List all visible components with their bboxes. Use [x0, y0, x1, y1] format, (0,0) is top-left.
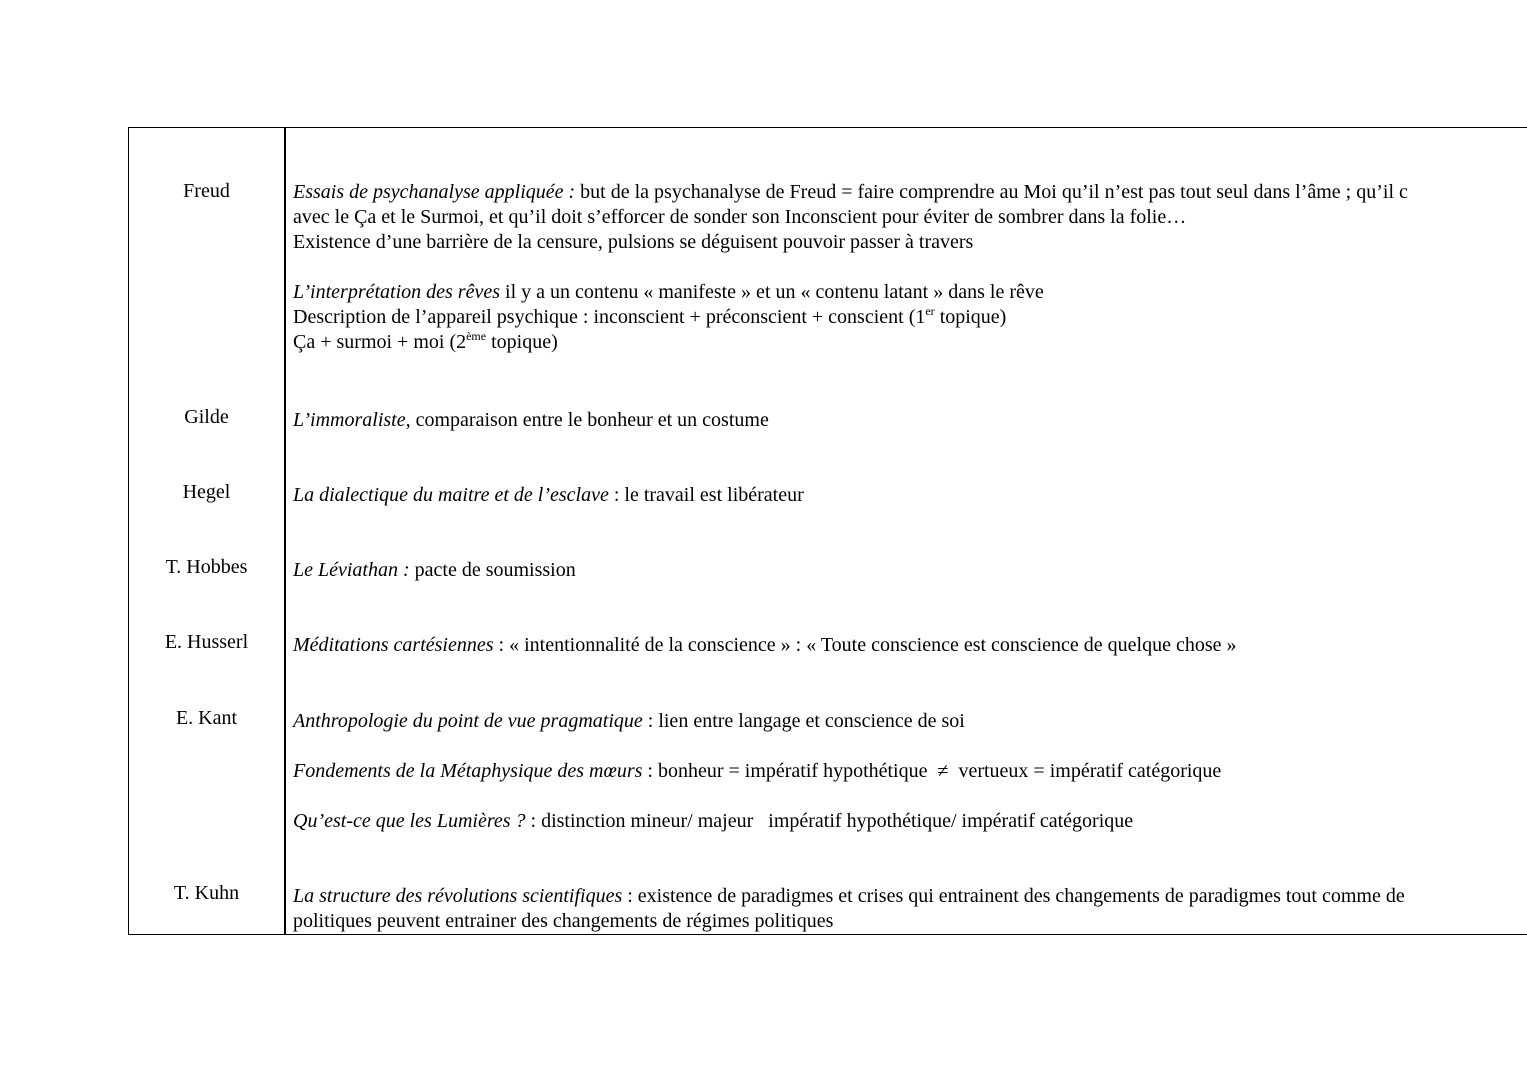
author-freud: Freud [183, 180, 230, 202]
entry-hegel [293, 483, 1527, 508]
work-title: L’interprétation des rêves [293, 281, 501, 303]
entry-text: : distinction mineur/ majeur impératif hypothétique/ impératif catégorique [525, 810, 1134, 832]
author-kuhn: T. Kuhn [173, 882, 240, 904]
entry-text: : bonheur = impératif hypothétique ≠ vertueux = impératif catégorique [642, 760, 1222, 782]
work-title: Fondements de la Métaphysique des mœurs [293, 760, 643, 782]
author-gilde: Gilde [184, 406, 229, 428]
entry-text: : lien entre langage et conscience de soi [642, 710, 965, 732]
column-divider [284, 128, 286, 934]
entry-text: but de la psychanalyse de Freud = faire comprendre au Moi qu’il n’est pas tout seul dans l’âme ; qu’il c [575, 181, 1408, 203]
entry-kant-fondements [293, 759, 1527, 784]
entry-text: topique) [934, 306, 1007, 328]
work-title: Anthropologie du point de vue pragmatique [293, 710, 643, 732]
entry-freud [293, 180, 1527, 255]
entry-text: Description de l’appareil psychique : inconscient + préconscient + conscient (1 [293, 306, 926, 328]
freud-line-1 [293, 180, 1527, 205]
entry-freud-dreams [293, 280, 1527, 355]
freud-line-4 [293, 280, 1527, 305]
entry-kant-anthropologie [293, 709, 1527, 734]
entry-husserl [293, 633, 1527, 658]
entry-kant-lumieres [293, 809, 1527, 834]
author-hobbes: T. Hobbes [165, 556, 248, 578]
entry-text: : le travail est libérateur [608, 484, 804, 506]
work-title: La dialectique du maitre et de l’esclave [293, 484, 609, 506]
philosophers-table [128, 127, 1527, 935]
freud-line-5 [293, 305, 1527, 330]
entry-text: il y a un contenu « manifeste » et un « contenu latant » dans le rêve [500, 281, 1044, 303]
entry-text: comparaison entre le bonheur et un costume [410, 409, 769, 431]
superscript: er [925, 304, 935, 318]
entry-text: topique) [486, 331, 558, 353]
work-title: Méditations cartésiennes [293, 634, 494, 656]
freud-line-3: Existence d’une barrière de la censure, pulsions se déguisent pouvoir passer à travers [293, 231, 974, 253]
entry-text: pacte de soumission [409, 559, 576, 581]
work-title: Essais de psychanalyse appliquée : [293, 181, 576, 203]
author-hegel: Hegel [182, 481, 231, 503]
entry-text: : « intentionnalité de la conscience » : « Toute conscience est conscience de quelque chose » [493, 634, 1237, 656]
kuhn-line-2: politiques peuvent entrainer des changements de régimes politiques [293, 910, 834, 932]
author-kant: E. Kant [175, 707, 238, 729]
author-husserl: E. Husserl [164, 631, 249, 653]
freud-line-6 [293, 330, 1527, 355]
entry-hobbes [293, 558, 1527, 583]
superscript: ème [466, 329, 487, 343]
kuhn-line-1 [293, 884, 1527, 909]
work-title: L’immoraliste, [293, 409, 411, 431]
entry-text: : existence de paradigmes et crises qui entrainent des changements de paradigmes tout comme de [622, 885, 1405, 907]
work-title: Qu’est-ce que les Lumières ? [293, 810, 526, 832]
freud-line-2: avec le Ça et le Surmoi, et qu’il doit s’efforcer de sonder son Inconscient pour éviter de sombrer dans la folie… [293, 206, 1187, 228]
work-title: Le Léviathan : [293, 559, 410, 581]
entry-text: Ça + surmoi + moi (2 [293, 331, 467, 353]
entry-kuhn [293, 884, 1527, 934]
entry-gilde [293, 408, 1527, 433]
work-title: La structure des révolutions scientifiques [293, 885, 623, 907]
